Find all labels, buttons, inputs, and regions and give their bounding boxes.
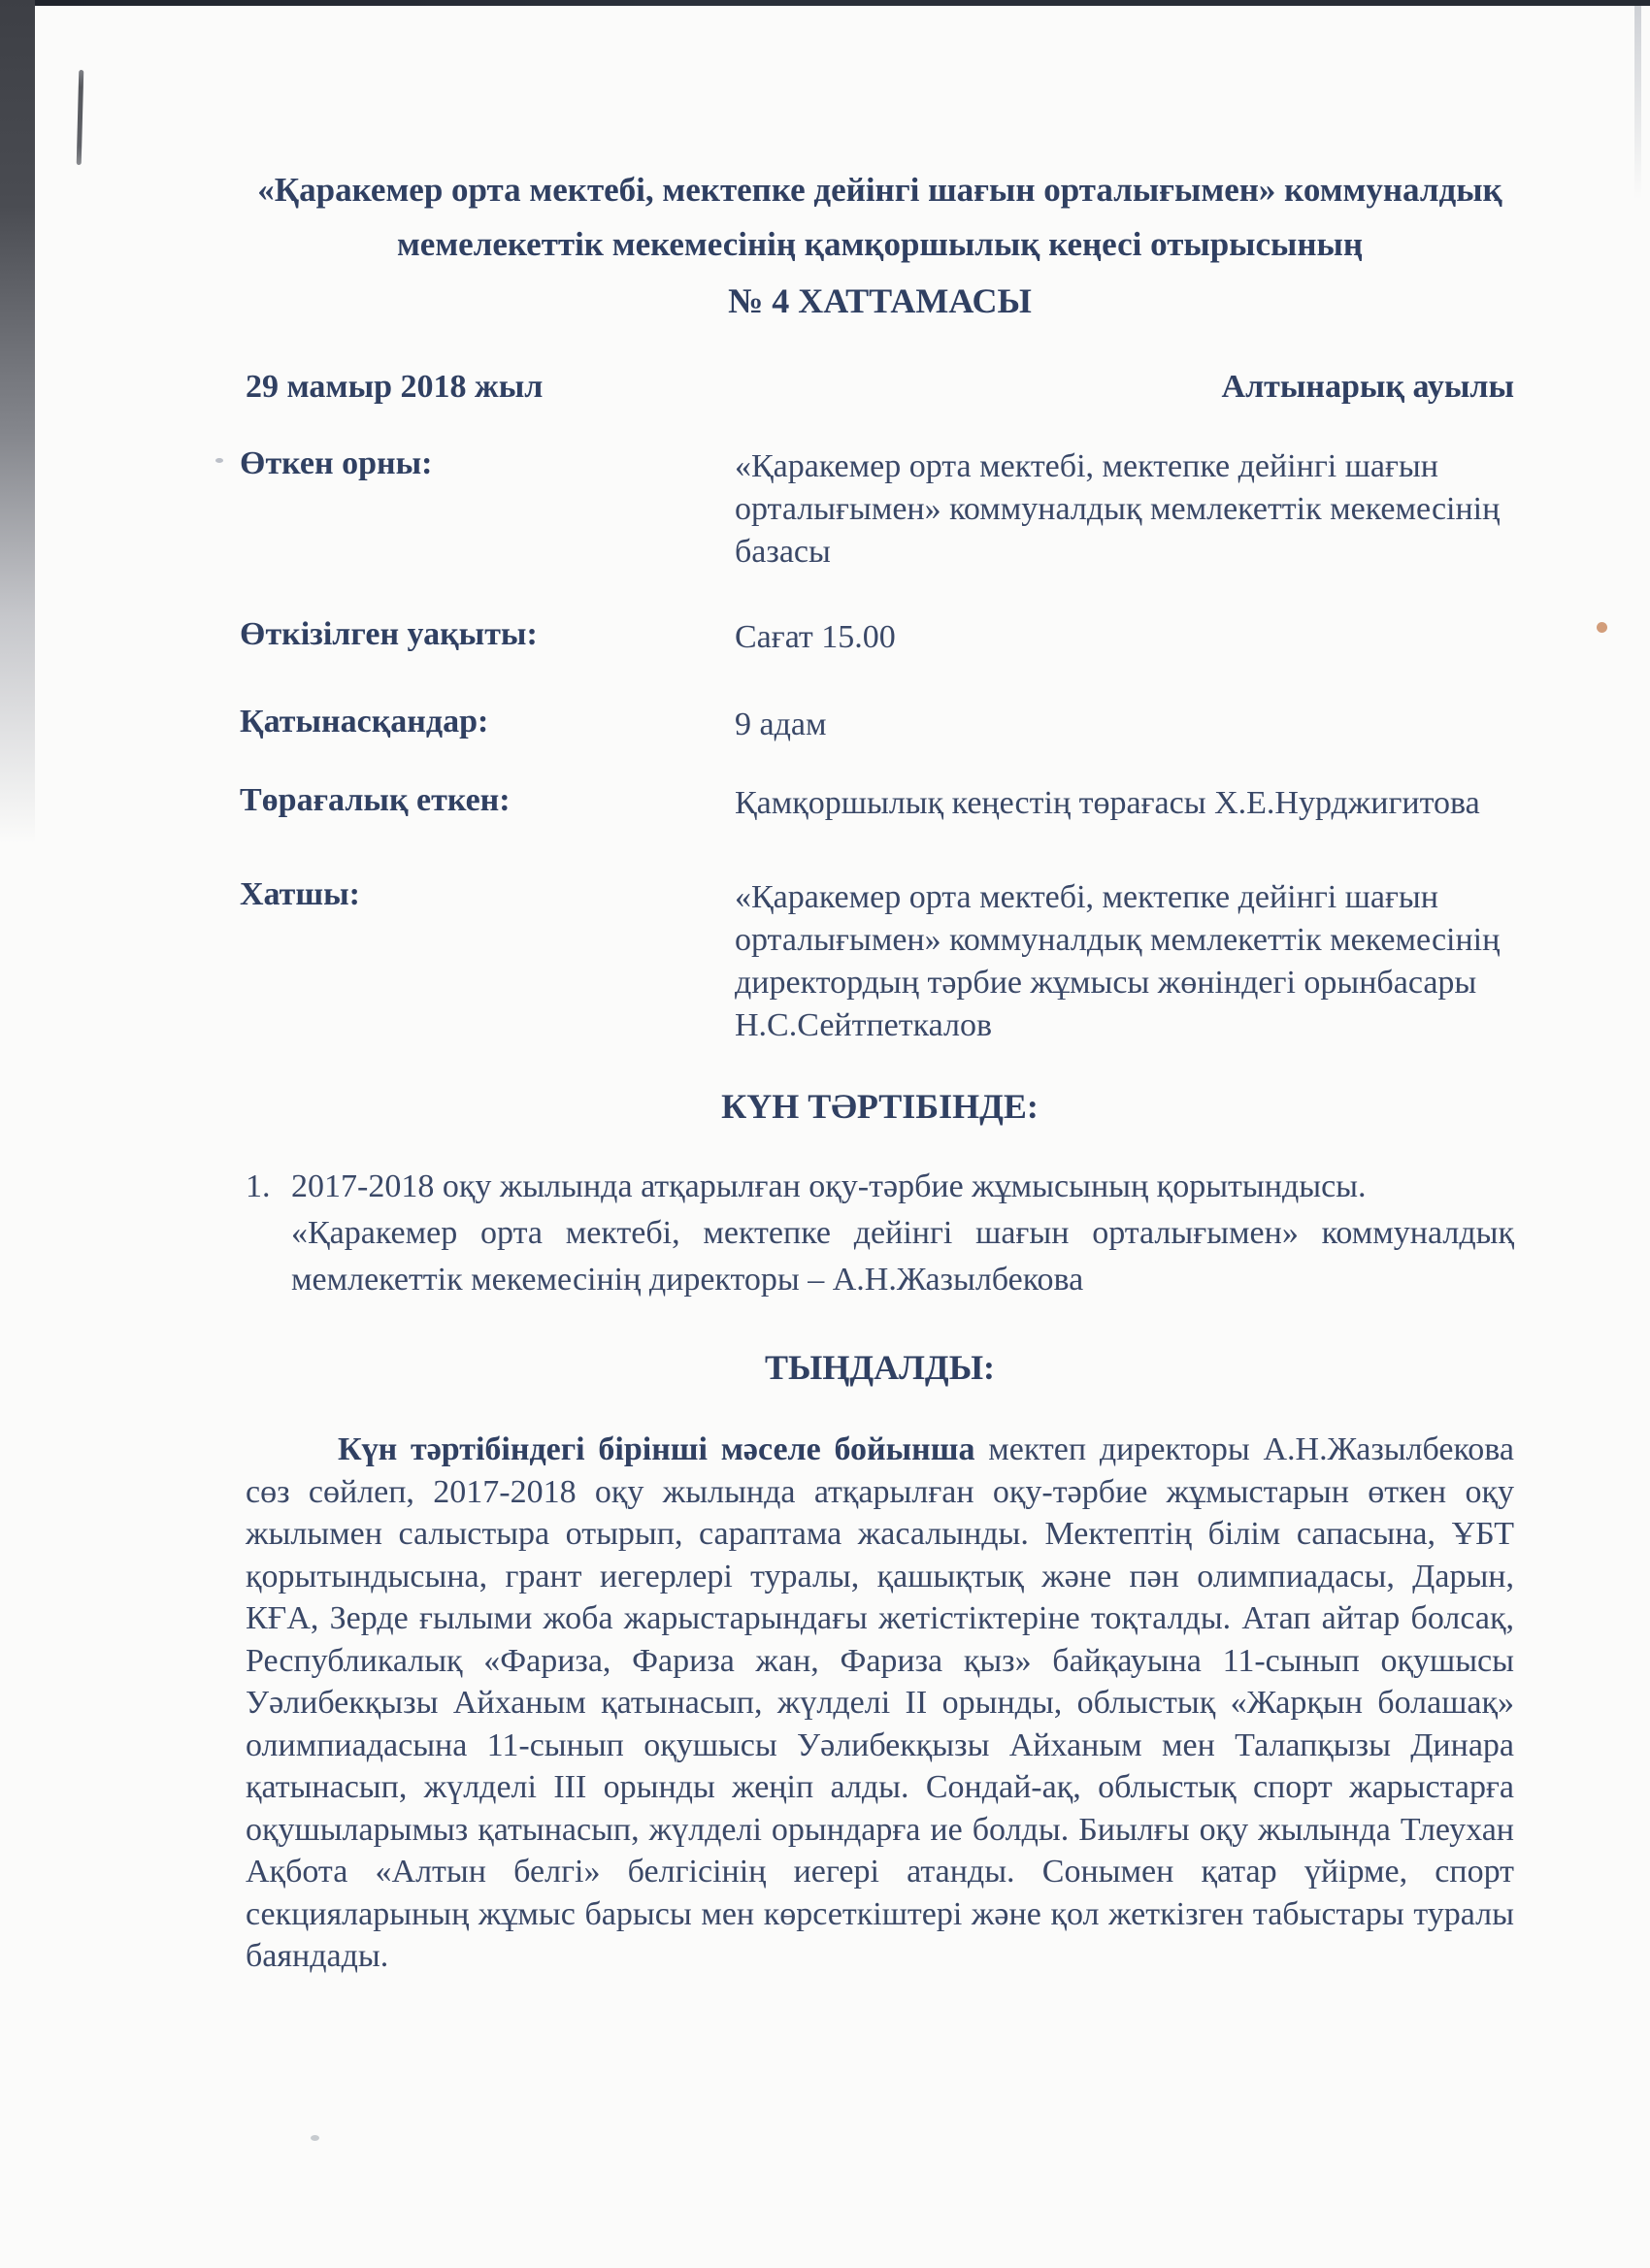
document-title xyxy=(246,163,1514,272)
detail-label: Төрағалық еткен: xyxy=(240,782,511,818)
heard-section-paragraph xyxy=(246,1429,1514,1978)
detail-value: Сағат 15.00 xyxy=(735,619,896,655)
agenda-item-line-2: «Қаракемер орта мектебі, мектепке дейінгі шағын орталығымен» коммуналдық мемлекеттік мекемесінің директоры – А.Н.Жазылбекова xyxy=(291,1215,1514,1298)
heard-section-heading: ТЫҢДАЛДЫ: xyxy=(764,1348,996,1387)
paragraph-bold-lead: Күн тәртібіндегі бірінші мәселе бойынша xyxy=(338,1431,975,1467)
detail-label: Қатынасқандар: xyxy=(240,704,489,740)
detail-value: «Қаракемер орта мектебі, мектепке дейінгі шағын орталығымен» коммуналдық мемлекеттік мекемесінің базасы xyxy=(735,448,1501,570)
scan-edge-right-artifact xyxy=(1634,6,1641,200)
detail-label: Өткізілген уақыты: xyxy=(240,616,538,652)
agenda-item-number: 1. xyxy=(246,1168,271,1204)
paragraph-body-text: мектеп директоры А.Н.Жазылбекова сөз сөйлеп, 2017-2018 оқу жылында атқарылған оқу-тәрбие жұмыстарын өткен оқу жылымен салыстыра отырып, сараптама жасалынды. Мектептің білім сапасына, ҰБТ қорытындысына, грант иегерлері туралы, қашықтық және пән олимпиадасы, Дарын, КҒА, Зерде ғылыми жоба жарыстарындағы жетістіктеріне тоқталды. Атап айтар болсақ, Республикалық «Фариза, Фариза жан, Фариза қыз» байқауына 11-сынып оқушысы Уәлибекқызы Айханым қатынасып, жүлделі II орынды, облыстық «Жарқын болашақ» олимпиадасына 11-сынып оқушысы Уәлибекқызы Айханым мен Талапқызы Динара қатынасып, жүлделі III орынды жеңіп алды. Сондай-ақ, облыстық спорт жарыстарға оқушыларымыз қатынасып, жүлделі орындарға ие болды. Биылғы оқу жылында Тлеухан Ақбота «Алтын белгі» белгісінің иегері атанды. Сонымен қатар үйірме, спорт секцияларының жұмыс барысы мен көрсеткіштері және қол жеткізген табыстары туралы баяндады. xyxy=(246,1431,1514,1974)
agenda-heading: КҮН ТӘРТІБІНДЕ: xyxy=(721,1087,1039,1126)
staple-mark-artifact xyxy=(77,70,84,165)
detail-label: Хатшы: xyxy=(240,876,360,912)
detail-label: Өткен орны: xyxy=(240,445,433,481)
agenda-item-text xyxy=(291,1164,1514,1303)
scan-edge-top-artifact xyxy=(0,0,1650,6)
detail-value: «Қаракемер орта мектебі, мектепке дейінгі шағын орталығымен» коммуналдық мемлекеттік мекемесінің директордың тәрбие жұмысы жөніндегі орынбасары Н.С.Сейтпеткалов xyxy=(735,879,1501,1043)
scan-speck-artifact xyxy=(311,2135,319,2141)
protocol-location: Алтынарық ауылы xyxy=(1221,369,1514,405)
scan-speck-artifact xyxy=(215,458,223,463)
protocol-date: 29 мамыр 2018 жыл xyxy=(246,369,544,405)
detail-value: Қамқоршылық кеңестің төрағасы Х.Е.Нурджигитова xyxy=(735,785,1480,821)
agenda-item-line-1: 2017-2018 оқу жылында атқарылған оқу-тәрбие жұмысының қорытындысы. xyxy=(291,1168,1367,1204)
protocol-number-heading: № 4 ХАТТАМАСЫ xyxy=(728,281,1032,320)
agenda-item-1 xyxy=(246,1164,1514,1303)
document-title-line-1: «Қаракемер орта мектебі, мектепке дейінгі шағын орталығымен» коммуналдық xyxy=(257,171,1502,209)
dateline-row xyxy=(246,369,1514,406)
scan-speck-artifact xyxy=(1597,622,1607,633)
scan-edge-left-artifact xyxy=(0,0,35,1029)
detail-value: 9 адам xyxy=(735,707,827,742)
document-title-line-2: мемелекеттік мекемесінің қамқоршылық кеңесі отырысының xyxy=(396,225,1364,263)
